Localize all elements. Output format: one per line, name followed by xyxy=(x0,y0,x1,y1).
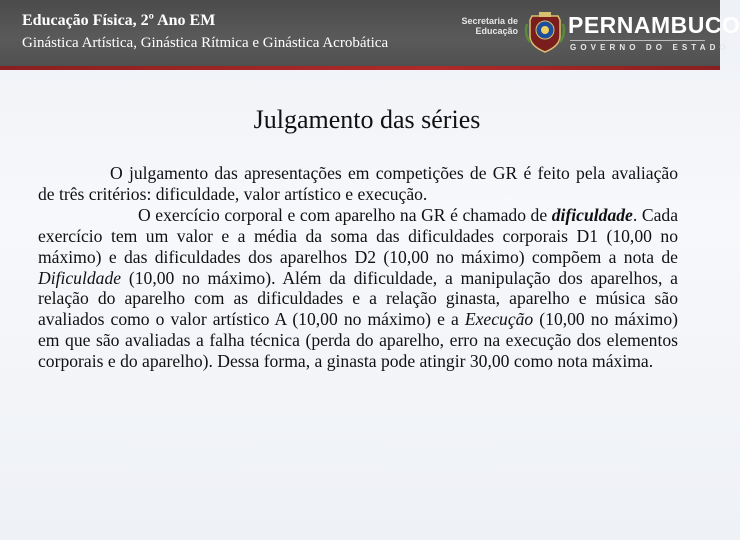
header-accent-line xyxy=(0,66,720,70)
term-execucao: Execução xyxy=(464,309,534,330)
paragraph-criteria: O julgamento das apresentações em competições de GR é feito pela avaliação de três critérios: dificuldade, valor artístico e execução. xyxy=(38,163,678,204)
course-subtitle: Ginástica Artística, Ginástica Rítmica e Ginástica Acrobática xyxy=(22,35,389,51)
term-dificuldade-2: Dificuldade xyxy=(38,267,122,288)
slide-body xyxy=(38,163,678,372)
text-segment: O exercício corporal e com aparelho na GR é chamado de xyxy=(138,204,552,225)
state-name-logo: PERNAMBUCO xyxy=(568,12,740,38)
state-tagline: GOVERNO DO ESTADO xyxy=(570,40,705,52)
secretaria-logo-text xyxy=(456,16,518,36)
term-dificuldade: dificuldade xyxy=(551,204,633,225)
course-title: Educação Física, 2º Ano EM xyxy=(22,12,216,29)
slide-title: Julgamento das séries xyxy=(253,105,481,134)
text-segment: . Cada exercício tem um valor e a média da soma das dificuldades corporais D1 (10,00 no máximo) e das dificuldades dos aparelhos D2 (10,00 no máximo) compõem a nota de xyxy=(38,204,678,267)
paragraph-scoring xyxy=(38,205,678,372)
state-crest-icon xyxy=(524,10,566,54)
header-bar xyxy=(0,0,740,66)
secretaria-line2: Educação xyxy=(475,26,518,36)
secretaria-line1: Secretaria de xyxy=(461,16,518,26)
text-segment: (10,00 no máximo). Além da dificuldade, a manipulação dos aparelhos, a relação do aparelho com as dificuldades e a relação ginasta, aparelho e música são avaliados como o valor artístico A (10,00 no máximo) e a xyxy=(38,267,678,330)
text-segment: (10,00 no máximo) em que são avaliadas a falha técnica (perda do aparelho, erro na execução dos elementos corporais e do aparelho). Dessa forma, a ginasta pode atingir 30,00 como nota máxima. xyxy=(38,309,678,372)
